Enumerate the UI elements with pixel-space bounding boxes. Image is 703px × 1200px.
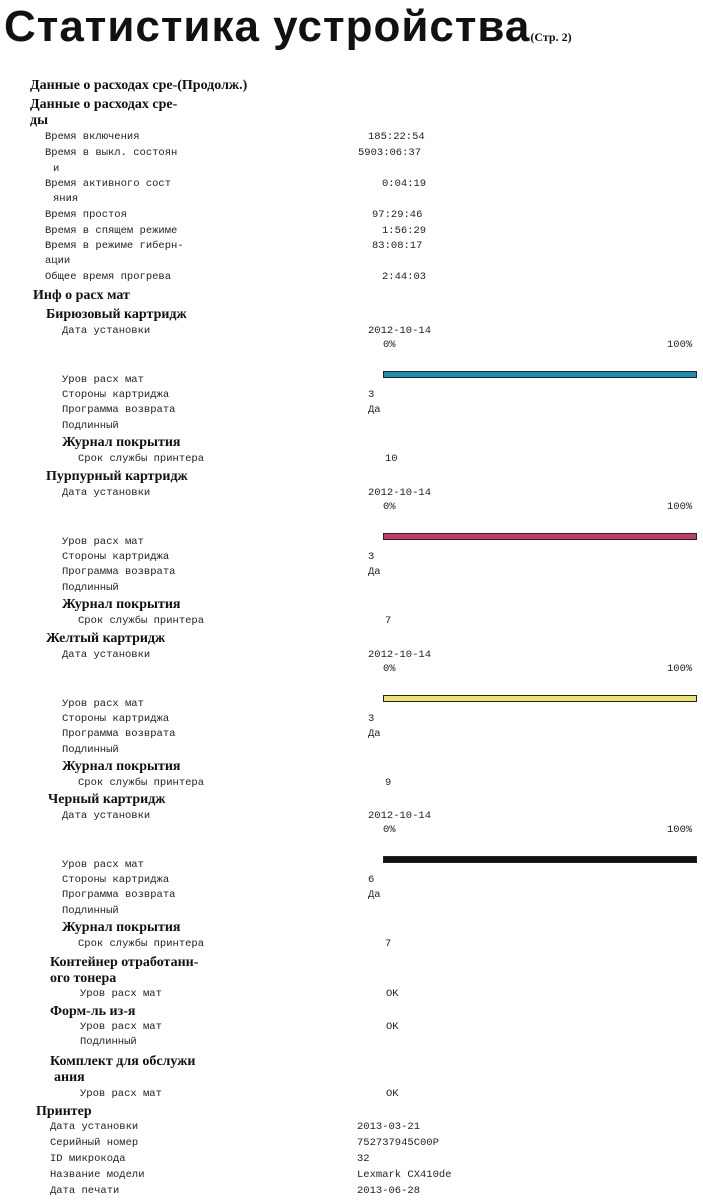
sides-value: 3: [368, 551, 375, 563]
level-bar-fill: [384, 372, 696, 377]
cartridge-name: Бирюзовый картридж: [46, 307, 187, 322]
env-row-label-cont: и: [53, 163, 60, 175]
level-scale-min: 0%: [383, 663, 396, 675]
coverage-heading: Журнал покрытия: [62, 435, 181, 450]
return-program-label: Программа возврата: [62, 728, 176, 740]
level-bar: [383, 371, 697, 378]
cartridge-name: Пурпурный картридж: [46, 469, 188, 484]
printer-life-label: Срок службы принтера: [78, 777, 205, 789]
install-date-value: 2012-10-14: [368, 487, 432, 499]
level-label: Уров расх мат: [62, 859, 144, 871]
genuine-label: Подлинный: [62, 420, 119, 432]
level-label: Уров расх мат: [62, 374, 144, 386]
level-scale-max: 100%: [667, 663, 693, 675]
install-date-label: Дата установки: [62, 325, 151, 337]
level-scale-min: 0%: [383, 824, 396, 836]
printer-row-value: Lexmark CX410de: [357, 1169, 452, 1181]
level-bar-fill: [384, 534, 696, 539]
page-title: [4, 0, 572, 64]
env-row-label: Время в выкл. состоян: [45, 147, 178, 159]
printer-row-value: 2013-03-21: [357, 1121, 421, 1133]
env-row-label: Общее время прогрева: [45, 271, 172, 283]
level-bar-fill: [384, 857, 696, 862]
return-program-value: Да: [368, 566, 381, 578]
sides-value: 3: [368, 389, 375, 401]
return-program-value: Да: [368, 404, 381, 416]
cartridge-name: Черный картридж: [48, 792, 166, 807]
page-title-text: Статистика устройства: [4, 2, 531, 51]
level-bar: [383, 533, 697, 540]
env-row-value: 5903:06:37: [358, 147, 422, 159]
install-date-label: Дата установки: [62, 487, 151, 499]
env-row-label: Время в спящем режиме: [45, 225, 178, 237]
env-row-label: Время простоя: [45, 209, 127, 221]
printer-life-value: 9: [385, 777, 392, 789]
install-date-value: 2012-10-14: [368, 649, 432, 661]
return-program-value: Да: [368, 728, 381, 740]
waste-level-value: OK: [386, 988, 399, 1000]
coverage-heading: Журнал покрытия: [62, 920, 181, 935]
waste-container-name: Контейнер отработанн-: [50, 955, 199, 970]
fuser-name: Форм-ль из-я: [50, 1004, 136, 1019]
fuser-level-value: OK: [386, 1021, 399, 1033]
printer-row-label: ID микрокода: [50, 1153, 126, 1165]
waste-level-label: Уров расх мат: [80, 988, 162, 1000]
coverage-heading: Журнал покрытия: [62, 597, 181, 612]
printer-life-value: 10: [385, 453, 398, 465]
sides-label: Стороны картриджа: [62, 389, 170, 401]
fuser-genuine-label: Подлинный: [80, 1036, 137, 1048]
env-heading-line2: ды: [30, 113, 49, 128]
env-row-label-cont: яния: [53, 193, 79, 205]
level-label: Уров расх мат: [62, 698, 144, 710]
genuine-label: Подлинный: [62, 582, 119, 594]
install-date-value: 2012-10-14: [368, 325, 432, 337]
return-program-value: Да: [368, 889, 381, 901]
env-row-value: 0:04:19: [382, 178, 427, 190]
coverage-heading: Журнал покрытия: [62, 759, 181, 774]
return-program-label: Программа возврата: [62, 889, 176, 901]
printer-life-label: Срок службы принтера: [78, 615, 205, 627]
printer-life-label: Срок службы принтера: [78, 938, 205, 950]
printer-row-label: Название модели: [50, 1169, 145, 1181]
sides-label: Стороны картриджа: [62, 713, 170, 725]
printer-row-label: Серийный номер: [50, 1137, 139, 1149]
env-heading-cont: Данные о расходах сре-(Продолж.): [30, 78, 248, 93]
sides-value: 6: [368, 874, 375, 886]
return-program-label: Программа возврата: [62, 404, 176, 416]
printer-row-value: 2013-06-28: [357, 1185, 421, 1197]
env-row-value: 185:22:54: [368, 131, 425, 143]
env-row-value: 2:44:03: [382, 271, 427, 283]
env-row-label: Время в режиме гиберн-: [45, 240, 184, 252]
printer-life-value: 7: [385, 615, 392, 627]
printer-life-label: Срок службы принтера: [78, 453, 205, 465]
genuine-label: Подлинный: [62, 905, 119, 917]
fuser-level-label: Уров расх мат: [80, 1021, 162, 1033]
env-row-value: 1:56:29: [382, 225, 427, 237]
env-row-value: 97:29:46: [372, 209, 423, 221]
install-date-label: Дата установки: [62, 810, 151, 822]
printer-life-value: 7: [385, 938, 392, 950]
maint-kit-name-cont: ания: [54, 1070, 85, 1085]
level-scale-min: 0%: [383, 501, 396, 513]
sides-label: Стороны картриджа: [62, 874, 170, 886]
install-date-label: Дата установки: [62, 649, 151, 661]
maint-kit-name: Комплект для обслужи: [50, 1054, 196, 1069]
env-row-label-cont: ации: [45, 255, 71, 267]
supplies-heading: Инф о расх мат: [33, 288, 130, 303]
sides-label: Стороны картриджа: [62, 551, 170, 563]
level-scale-max: 100%: [667, 824, 693, 836]
return-program-label: Программа возврата: [62, 566, 176, 578]
waste-container-name-cont: ого тонера: [50, 971, 117, 986]
maint-level-label: Уров расх мат: [80, 1088, 162, 1100]
level-scale-max: 100%: [667, 339, 693, 351]
env-heading: Данные о расходах сре-: [30, 97, 178, 112]
maint-level-value: OK: [386, 1088, 399, 1100]
level-bar: [383, 695, 697, 702]
install-date-value: 2012-10-14: [368, 810, 432, 822]
cartridge-name: Желтый картридж: [46, 631, 166, 646]
page-number: (Стр. 2): [530, 30, 572, 44]
level-label: Уров расх мат: [62, 536, 144, 548]
printer-heading: Принтер: [36, 1104, 92, 1119]
level-scale-max: 100%: [667, 501, 693, 513]
sides-value: 3: [368, 713, 375, 725]
printer-row-label: Дата установки: [50, 1121, 139, 1133]
level-bar-fill: [384, 696, 696, 701]
genuine-label: Подлинный: [62, 744, 119, 756]
printer-row-value: 32: [357, 1153, 370, 1165]
level-scale-min: 0%: [383, 339, 396, 351]
env-row-label: Время активного сост: [45, 178, 172, 190]
printer-row-label: Дата печати: [50, 1185, 120, 1197]
printer-row-value: 752737945C00P: [357, 1137, 439, 1149]
env-row-value: 83:08:17: [372, 240, 423, 252]
env-row-label: Время включения: [45, 131, 140, 143]
level-bar: [383, 856, 697, 863]
